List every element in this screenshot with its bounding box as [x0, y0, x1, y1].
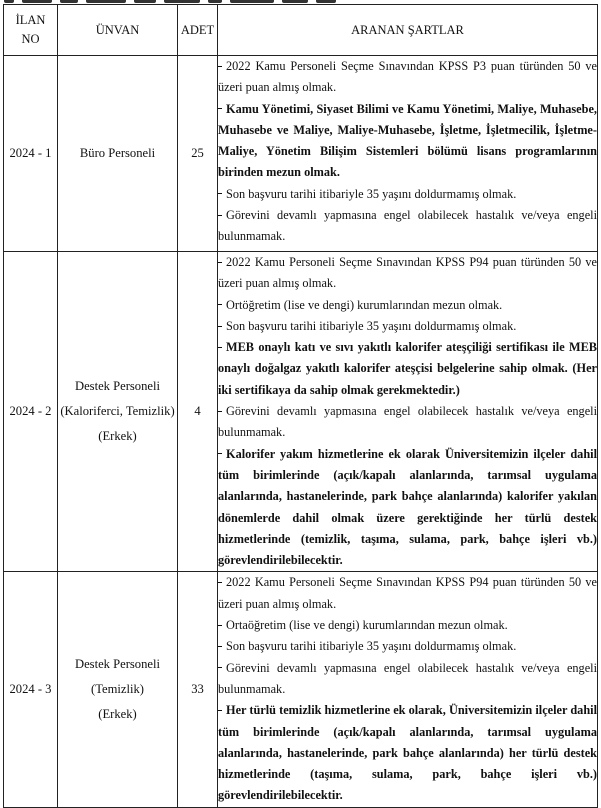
requirement-item: Ortöğretim (lise ve dengi) kurumlarından mezun olmak.: [218, 295, 597, 316]
unvan-cell: Destek Personeli (Temizlik) (Erkek): [58, 572, 178, 807]
requirement-item: 2022 Kamu Personeli Seçme Sınavından KPSS P94 puan türünden 50 ve üzeri puan almış olmak.: [218, 255, 597, 291]
requirement-item: MEB onaylı katı ve sıvı yakıtlı kalorifer ateşçiliği sertifikası ile MEB onaylı doğalgaz yakıtlı kalorifer ateşçisi belgelerine sahip olmak. (Her iki sertifikaya da sahip olmak gerekmektedir.): [218, 340, 597, 397]
header-aranan-sartlar: ARANAN ŞARTLAR: [218, 5, 598, 56]
requirement-item: Son başvuru tarihi itibariyle 35 yaşını doldurmamış olmak.: [218, 184, 597, 205]
requirement-item: 2022 Kamu Personeli Seçme Sınavından KPSS P94 puan türünden 50 ve üzeri puan almış olmak.: [218, 575, 597, 611]
ilan-no-cell: 2024 - 3: [4, 572, 58, 807]
adet-cell: 25: [178, 56, 218, 252]
requirement-item: Her türlü temizlik hizmetlerine ek olarak, Üniversitemizin ilçeler dahil tüm birimlerinde (açık/kapalı alanlarında, tarımsal uygulama alanlarında, hastanelerinde, park bahçe alanlarında) her türlü destek hizmetlerinde (taşıma, sulama, park, bahçe işleri vb.) görevlendirilebilecektir.: [218, 703, 597, 803]
requirements-cell: [218, 252, 598, 572]
requirements-cell: [218, 572, 598, 807]
requirement-item: Son başvuru tarihi itibariyle 35 yaşını doldurmamış olmak.: [218, 316, 597, 337]
header-row: [4, 5, 598, 56]
adet-cell: 4: [178, 252, 218, 572]
requirement-item: 2022 Kamu Personeli Seçme Sınavından KPSS P3 puan türünden 50 ve üzeri puan almış olmak.: [218, 59, 597, 95]
unvan-cell: Büro Personeli: [58, 56, 178, 252]
unvan-cell: Destek Personeli (Kaloriferci, Temizlik) (Erkek): [58, 252, 178, 572]
requirement-item: Kamu Yönetimi, Siyaset Bilimi ve Kamu Yönetimi, Maliye, Muhasebe, Muhasebe ve Maliye, Maliye-Muhasebe, İşletme, İşletmecilik, İşletme-Maliye, Yönetim Bilişim Sistemleri bölümü lisans programlarının birinden mezun olmak.: [218, 101, 597, 180]
header-unvan: ÜNVAN: [58, 5, 178, 56]
requirement-item: Son başvuru tarihi itibariyle 35 yaşını doldurmamış olmak.: [218, 636, 597, 657]
table-row: [4, 56, 598, 252]
job-postings-table: [3, 4, 598, 808]
adet-cell: 33: [178, 572, 218, 807]
table-row: [4, 572, 598, 807]
requirements-cell: [218, 56, 598, 252]
requirement-item: Görevini devamlı yapmasına engel olabilecek hastalık ve/veya engeli bulunmamak.: [218, 208, 597, 244]
requirement-item: Ortaöğretim (lise ve dengi) kurumlarından mezun olmak.: [218, 615, 597, 636]
ilan-no-cell: 2024 - 1: [4, 56, 58, 252]
header-ilan-no: İLAN NO: [4, 5, 58, 56]
requirement-item: Görevini devamlı yapmasına engel olabilecek hastalık ve/veya engeli bulunmamak.: [218, 660, 597, 696]
ilan-no-cell: 2024 - 2: [4, 252, 58, 572]
table-row: [4, 252, 598, 572]
header-adet: ADET: [178, 5, 218, 56]
requirement-item: Kalorifer yakım hizmetlerine ek olarak Üniversitemizin ilçeler dahil tüm birimlerinde (açık/kapalı alanlarında, tarımsal uygulama alanlarında, hastanelerinde, park bahçe alanlarında) kalorifer yakılan dönemlerde dahil olmak üzere gerektiğinde her türlü destek hizmetlerinde (temizlik, taşıma, sulama, park, bahçe işleri vb.) görevlendirilebilecektir.: [218, 446, 597, 568]
requirement-item: Görevini devamlı yapmasına engel olabilecek hastalık ve/veya engeli bulunmamak.: [218, 404, 597, 440]
